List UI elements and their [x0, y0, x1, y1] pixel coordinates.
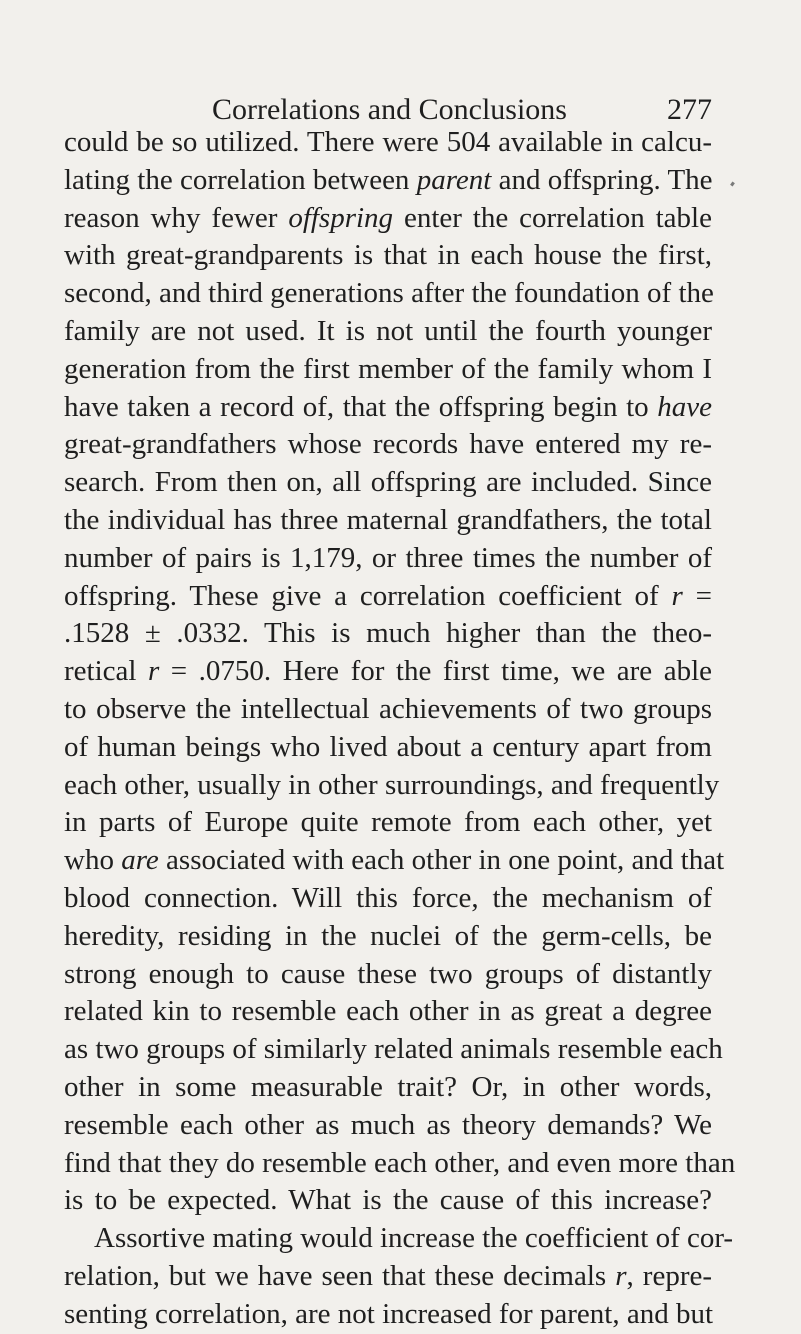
text-segment: retical — [64, 655, 148, 688]
text-segment: second, and third generations after the foundation of the — [64, 277, 714, 310]
text-segment: = — [682, 579, 712, 612]
text-line — [64, 237, 712, 275]
text-line — [64, 389, 712, 427]
text-line — [64, 1031, 723, 1069]
text-line — [64, 540, 712, 578]
italic-text: have — [657, 390, 712, 423]
text-segment: offspring. These give a correlation coefficient of — [64, 579, 672, 612]
text-line — [64, 918, 712, 956]
text-segment: in parts of Europe quite remote from each other, yet — [64, 806, 712, 839]
text-segment: search. From then on, all offspring are included. Since — [64, 466, 712, 499]
text-line — [64, 653, 712, 691]
running-title: Correlations and Conclusions — [212, 93, 567, 126]
text-segment: associated with each other in one point, and that — [158, 844, 725, 877]
text-segment: have taken a record of, that the offspring begin to — [64, 390, 658, 423]
text-segment: heredity, residing in the nuclei of the germ-cells, be — [64, 919, 712, 952]
text-segment: great-grandfathers whose records have entered my re- — [64, 428, 712, 461]
text-line — [64, 124, 712, 162]
text-segment: as two groups of similarly related animals resemble each — [64, 1033, 723, 1066]
text-segment: senting correlation, are not increased for parent, and but — [64, 1297, 714, 1330]
text-segment: generation from the first member of the family whom I — [64, 352, 712, 385]
text-segment: other in some measurable trait? Or, in other words, — [64, 1070, 712, 1103]
italic-text: r — [147, 655, 160, 688]
text-segment: related kin to resemble each other in as great a degree — [64, 995, 712, 1028]
text-line — [64, 842, 725, 880]
text-line — [64, 426, 712, 464]
text-segment: = .0750. Here for the first time, we are able — [159, 655, 713, 688]
text-segment: Assortive mating would increase the coefficient of cor- — [94, 1222, 734, 1255]
text-segment: to observe the intellectual achievements of two groups — [64, 692, 712, 725]
italic-text: r — [615, 1259, 627, 1292]
text-line — [64, 691, 712, 729]
text-line — [64, 1182, 712, 1220]
text-line — [64, 956, 712, 994]
text-line — [64, 1258, 712, 1296]
text-segment: strong enough to cause these two groups of distantly — [64, 957, 712, 990]
text-segment: number of pairs is 1,179, or three times the number of — [64, 541, 712, 574]
italic-text: r — [671, 579, 683, 612]
text-line — [64, 578, 712, 616]
paper-speck — [730, 182, 735, 187]
text-segment: enter the correlation table — [393, 201, 712, 234]
text-segment: .1528 ± .0332. This is much higher than the theo- — [64, 617, 712, 650]
text-segment: , repre- — [626, 1259, 713, 1292]
text-line — [64, 1107, 712, 1145]
text-segment: family are not used. It is not until the fourth younger — [64, 314, 712, 347]
text-line — [64, 1145, 736, 1183]
italic-text: offspring — [288, 201, 394, 234]
italic-text: are — [121, 844, 159, 877]
text-segment: and offspring. The — [491, 163, 713, 196]
text-line — [64, 1220, 734, 1258]
text-line — [64, 162, 712, 200]
text-segment: reason why fewer — [64, 201, 289, 234]
text-line — [64, 200, 712, 238]
text-line — [64, 351, 712, 389]
text-segment: is to be expected. What is the cause of this increase? — [64, 1184, 712, 1217]
text-line — [64, 1069, 712, 1107]
page-number: 277 — [667, 93, 712, 126]
text-segment: the individual has three maternal grandfathers, the total — [64, 503, 712, 536]
text-line — [64, 275, 712, 313]
text-segment: each other, usually in other surroundings, and frequently — [64, 768, 720, 801]
text-segment: blood connection. Will this force, the mechanism of — [64, 881, 712, 914]
text-segment: with great-grandparents is that in each house the first, — [64, 239, 712, 272]
text-line — [64, 313, 712, 351]
text-segment: lating the correlation between — [64, 163, 417, 196]
text-line — [64, 993, 712, 1031]
text-line — [64, 880, 712, 918]
text-line — [64, 767, 720, 805]
text-segment: could be so utilized. There were 504 available in calcu- — [64, 126, 712, 158]
text-line — [64, 1296, 712, 1334]
text-segment: who — [64, 844, 122, 877]
text-line — [64, 615, 712, 653]
text-segment: find that they do resemble each other, and even more than — [64, 1146, 736, 1179]
text-line — [64, 464, 712, 502]
text-segment: resemble each other as much as theory demands? We — [64, 1108, 712, 1141]
text-segment: of human beings who lived about a century apart from — [64, 730, 712, 763]
text-line — [64, 804, 712, 842]
text-line — [64, 729, 712, 767]
text-segment: relation, but we have seen that these decimals — [64, 1259, 616, 1292]
italic-text: parent — [416, 163, 492, 196]
text-line — [64, 502, 712, 540]
body-text — [64, 124, 736, 1334]
